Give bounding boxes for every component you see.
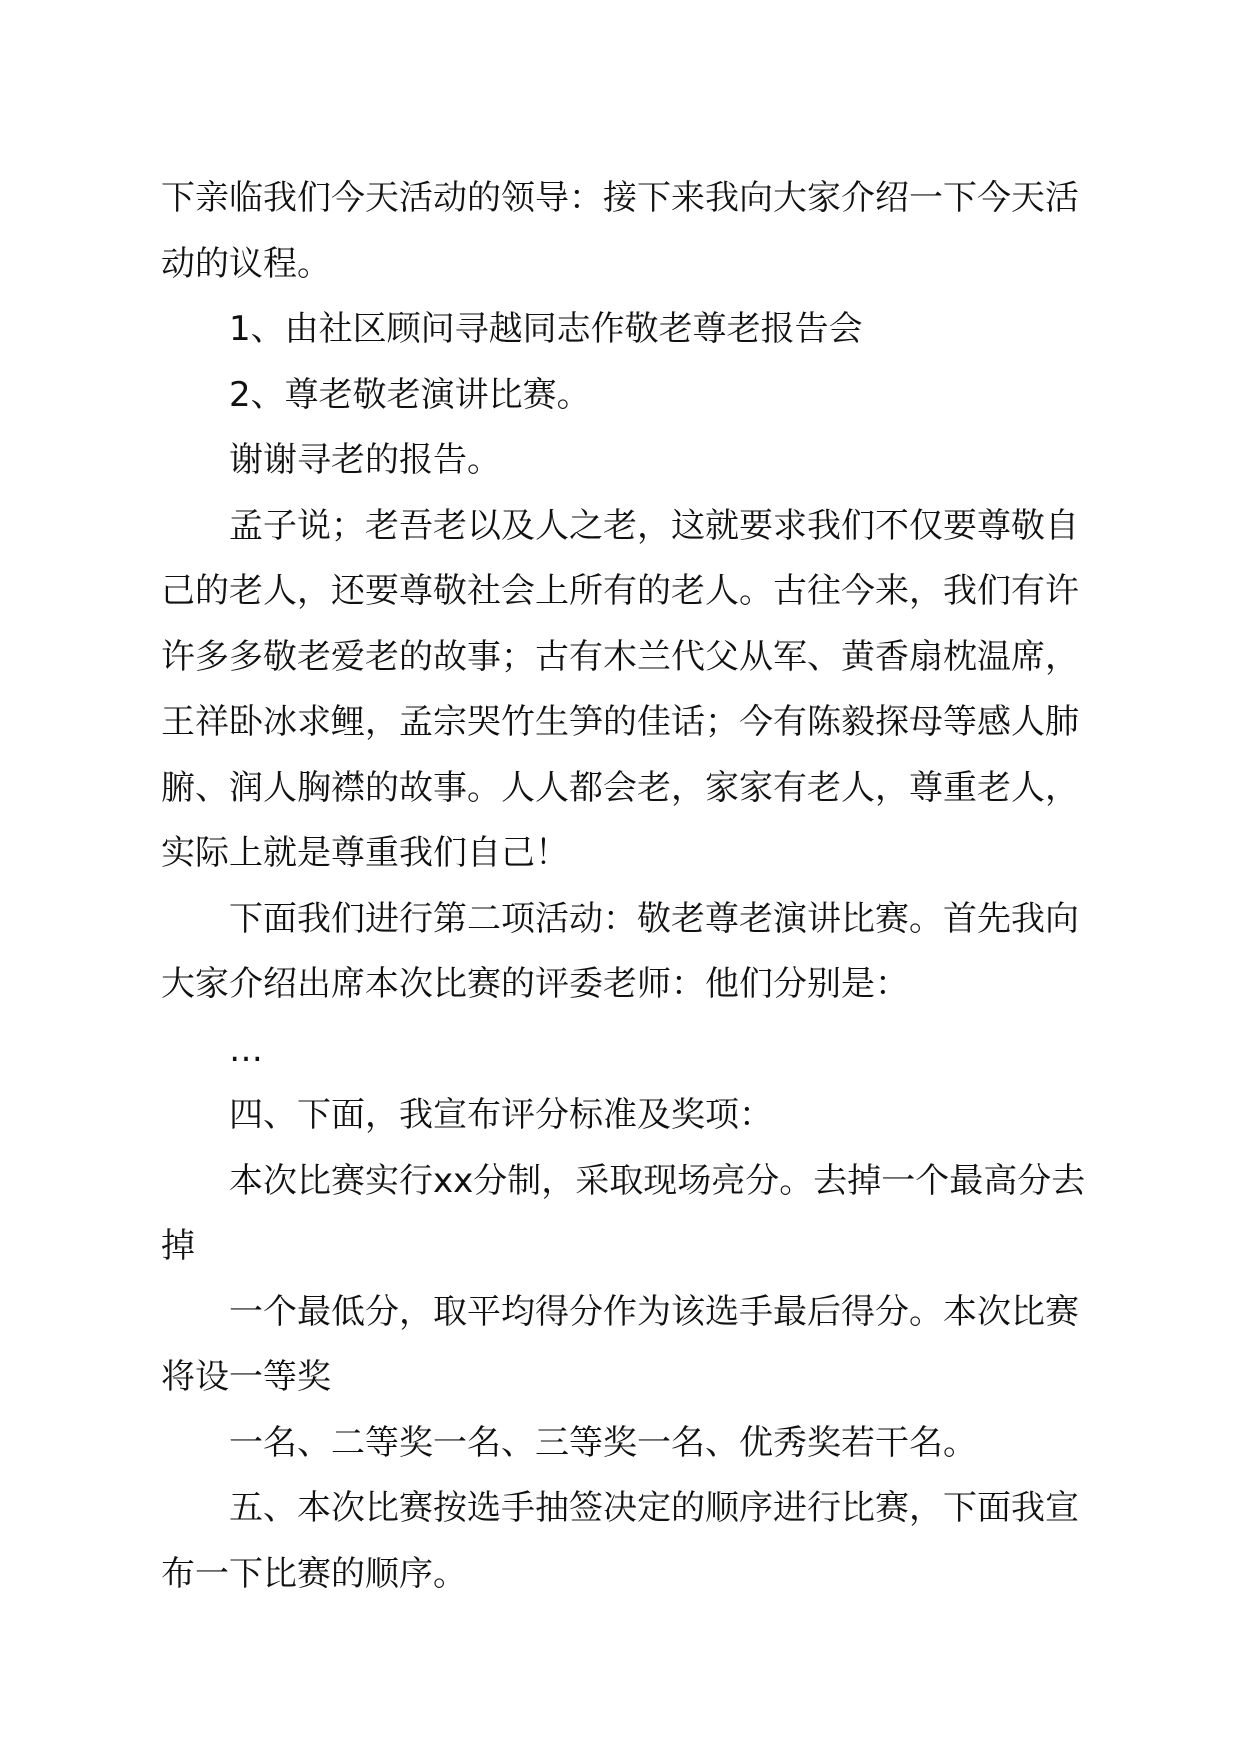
- section-four-heading: 四、下面，我宣布评分标准及奖项：: [229, 1095, 773, 1135]
- agenda-item-2: 2、尊老敬老演讲比赛。: [229, 374, 591, 415]
- ellipsis: …: [229, 1029, 263, 1070]
- paragraph-second-activity: 下面我们进行第二项活动：敬老尊老演讲比赛。首先我向大家介绍出席本次比赛的评委老师：他们分别是：: [161, 898, 1079, 1004]
- section-five: 五、本次比赛按选手抽签决定的顺序进行比赛，下面我宣布一下比赛的顺序。: [161, 1488, 1079, 1594]
- paragraph-scoring-1: 本次比赛实行xx分制，采取现场亮分。去掉一个最高分去掉: [161, 1160, 1086, 1266]
- paragraph-mencius: 孟子说；老吾老以及人之老，这就要求我们不仅要尊敬自己的老人，还要尊敬社会上所有的老人。古往今来，我们有许许多多敬老爱老的故事；古有木兰代父从军、黄香扇枕温席，王祥卧冰求鲤，孟宗哭竹生笋的佳话；今有陈毅探母等感人肺腑、润人胸襟的故事。人人都会老，家家有老人，尊重老人，实际上就是尊重我们自己！: [161, 505, 1079, 873]
- document-body: [161, 166, 1096, 1607]
- paragraph-prizes: 一名、二等奖一名、三等奖一名、优秀奖若干名。: [229, 1422, 977, 1463]
- paragraph-scoring-2: 一个最低分，取平均得分作为该选手最后得分。本次比赛将设一等奖: [161, 1291, 1079, 1397]
- agenda-item-1: 1、由社区顾问寻越同志作敬老尊老报告会: [229, 309, 863, 349]
- paragraph-1: 下亲临我们今天活动的领导：接下来我向大家介绍一下今天活动的议程。: [161, 178, 1079, 284]
- paragraph-thanks: 谢谢寻老的报告。: [229, 440, 501, 480]
